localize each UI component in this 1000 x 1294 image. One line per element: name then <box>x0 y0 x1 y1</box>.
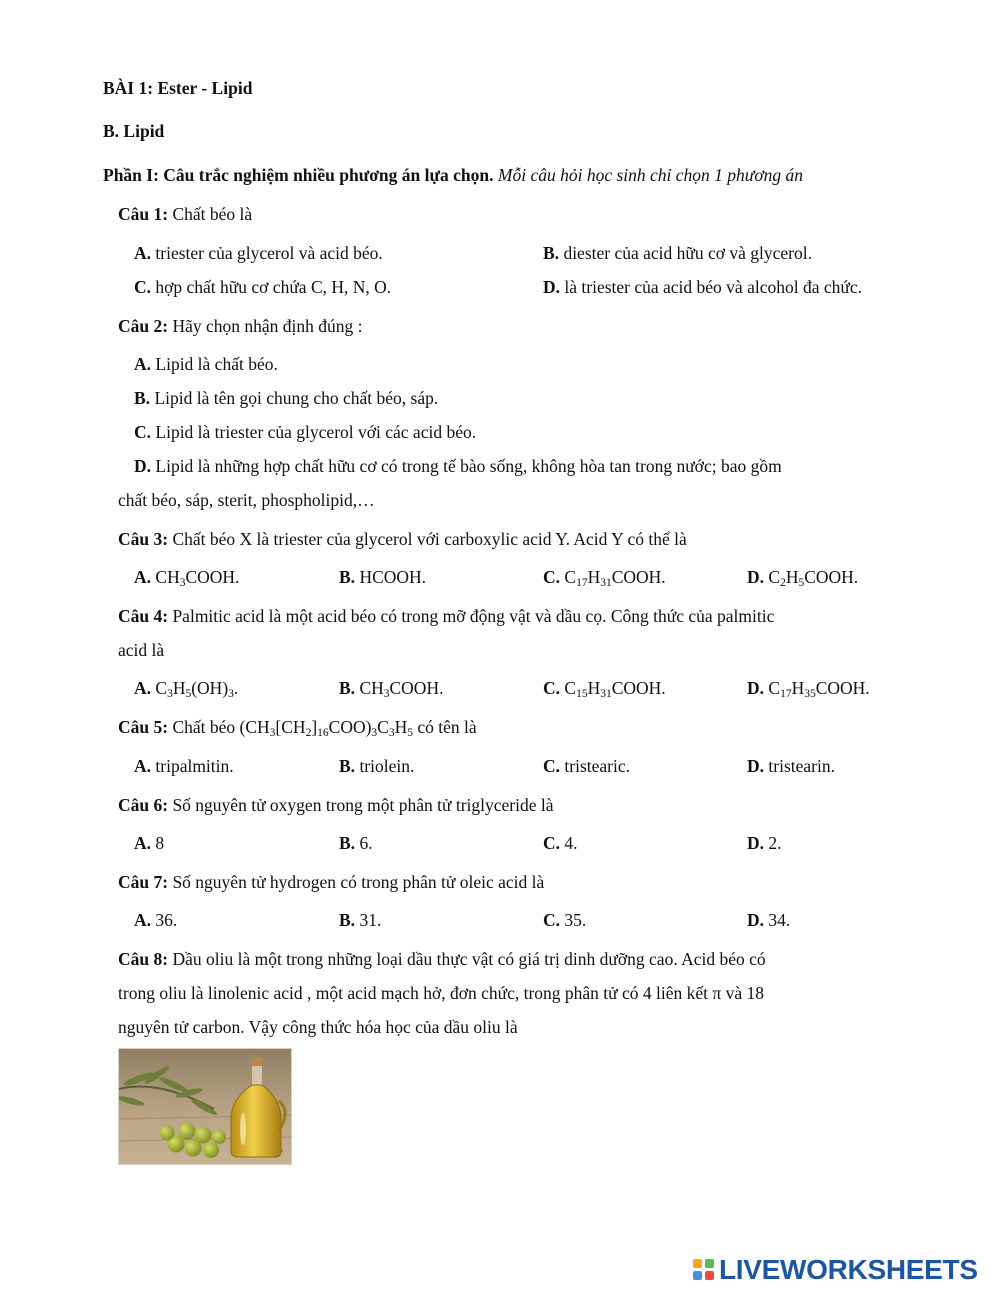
option-text: Lipid là triester của glycerol với các acid béo. <box>155 422 477 442</box>
option-text: triolein. <box>359 756 415 776</box>
question-6 <box>118 794 554 816</box>
option-text: 6. <box>359 833 373 853</box>
option-text: 8 <box>155 833 165 853</box>
option-key: C. <box>134 422 152 442</box>
option-key: A. <box>134 910 152 930</box>
q5-option-a[interactable] <box>134 755 234 777</box>
option-key: D. <box>134 456 152 476</box>
olive-oil-illustration <box>119 1049 291 1164</box>
q6-option-c[interactable] <box>543 832 578 854</box>
option-key: B. <box>339 910 356 930</box>
question-7 <box>118 871 544 893</box>
question-3 <box>118 528 687 550</box>
option-text: Lipid là tên gọi chung cho chất béo, sáp. <box>154 388 439 408</box>
question-8-line-2: trong oliu là linolenic acid , một acid mạch hở, đơn chức, trong phân tử có 4 liên kết π và 18 <box>118 983 765 1003</box>
q5-option-d[interactable] <box>747 755 835 777</box>
question-5 <box>118 716 477 738</box>
option-key: D. <box>747 678 765 698</box>
q2-option-d-continued: chất béo, sáp, sterit, phospholipid,… <box>118 490 375 510</box>
question-4 <box>118 605 774 627</box>
option-key: C. <box>543 833 561 853</box>
option-key: D. <box>747 833 765 853</box>
formula: $CH_3COOH$. <box>155 567 240 589</box>
question-8-line-3: nguyên tử carbon. Vậy công thức hóa học của dầu oliu là <box>118 1017 518 1037</box>
olive-oil-photo <box>118 1048 292 1165</box>
formula: $C_2H_5COOH$. <box>768 567 859 589</box>
option-key: A. <box>134 678 152 698</box>
option-text: 35. <box>564 910 587 930</box>
option-key: B. <box>543 243 560 263</box>
option-key: A. <box>134 756 152 776</box>
lesson-title <box>103 77 252 99</box>
q1-option-d[interactable] <box>543 276 862 298</box>
formula: $C_{17}H_{31}COOH$. <box>564 567 666 589</box>
option-text: tripalmitin. <box>155 756 234 776</box>
liveworksheets-logo-icon <box>693 1259 715 1281</box>
option-text: 31. <box>359 910 382 930</box>
option-key: C. <box>543 756 561 776</box>
question-4-continued: acid là <box>118 640 165 660</box>
q1-option-c[interactable] <box>134 276 391 298</box>
q4-option-a[interactable] <box>134 677 238 699</box>
q6-option-a[interactable] <box>134 832 164 854</box>
formula: $C_{17}H_{35}COOH$. <box>768 678 870 700</box>
q1-option-a[interactable] <box>134 242 383 264</box>
question-text: Hãy chọn nhận định đúng : <box>172 316 363 336</box>
formula: $CH_3COOH$. <box>359 678 444 700</box>
part-label: Phần I: Câu trắc nghiệm nhiều phương án lựa chọn. <box>103 165 494 185</box>
q3-option-a[interactable] <box>134 566 239 588</box>
q5-option-b[interactable] <box>339 755 414 777</box>
option-key: A. <box>134 567 152 587</box>
question-text: Dầu oliu là một trong những loại dầu thực vật có giá trị dinh dưỡng cao. Acid béo có <box>172 949 766 969</box>
option-key: D. <box>747 567 765 587</box>
option-text: tristearic. <box>564 756 630 776</box>
option-key: D. <box>543 277 561 297</box>
option-text: là triester của acid béo và alcohol đa chức. <box>564 277 862 297</box>
option-text: 36. <box>155 910 178 930</box>
question-label: Câu 3: <box>118 529 169 549</box>
option-key: D. <box>747 756 765 776</box>
question-label: Câu 2: <box>118 316 169 336</box>
q5-option-c[interactable] <box>543 755 630 777</box>
q7-option-b[interactable] <box>339 909 381 931</box>
option-text: diester của acid hữu cơ và glycerol. <box>563 243 813 263</box>
option-key: B. <box>339 678 356 698</box>
q3-option-d[interactable] <box>747 566 858 588</box>
option-key: B. <box>339 756 356 776</box>
question-label: Câu 1: <box>118 204 169 224</box>
part-heading <box>103 164 803 186</box>
option-text: Lipid là chất béo. <box>155 354 278 374</box>
question-1 <box>118 203 252 225</box>
option-text: HCOOH. <box>359 567 427 587</box>
option-text: 4. <box>564 833 578 853</box>
part-note: Mỗi câu hỏi học sinh chỉ chọn 1 phương án <box>497 165 804 185</box>
lesson-title-label: BÀI 1: <box>103 78 154 98</box>
option-key: B. <box>339 833 356 853</box>
question-label: Câu 7: <box>118 872 169 892</box>
formula: $C_3H_5(OH)_3$. <box>155 678 239 700</box>
option-key: A. <box>134 243 152 263</box>
option-text: triester của glycerol và acid béo. <box>155 243 383 263</box>
q2-option-d[interactable] <box>134 455 782 477</box>
liveworksheets-logo <box>693 1253 978 1287</box>
lesson-title-text: Ester - Lipid <box>157 78 253 98</box>
option-key: B. <box>339 567 356 587</box>
option-text: hợp chất hữu cơ chứa C, H, N, O. <box>155 277 392 297</box>
q7-option-a[interactable] <box>134 909 177 931</box>
option-key: D. <box>747 910 765 930</box>
option-text: Lipid là những hợp chất hữu cơ có trong tế bào sống, không hòa tan trong nước; bao gồm <box>155 456 782 476</box>
question-text: Số nguyên tử hydrogen có trong phân tử oleic acid là <box>172 872 545 892</box>
question-label: Câu 6: <box>118 795 169 815</box>
option-key: C. <box>543 567 561 587</box>
question-2 <box>118 315 363 337</box>
q7-option-c[interactable] <box>543 909 586 931</box>
q4-option-b[interactable] <box>339 677 443 699</box>
question-label: Câu 8: <box>118 949 169 969</box>
q2-option-a[interactable] <box>134 353 278 375</box>
question-label: Câu 4: <box>118 606 169 626</box>
q7-option-d[interactable] <box>747 909 790 931</box>
option-key: B. <box>134 388 151 408</box>
option-key: C. <box>134 277 152 297</box>
q4-option-d[interactable] <box>747 677 870 699</box>
q6-option-d[interactable] <box>747 832 782 854</box>
q1-option-b[interactable] <box>543 242 812 264</box>
liveworksheets-logo-text: LIVEWORKSHEETS <box>719 1254 978 1285</box>
option-key: C. <box>543 678 561 698</box>
question-text: Palmitic acid là một acid béo có trong mỡ động vật và dầu cọ. Công thức của palmitic <box>172 606 775 626</box>
question-label: Câu 5: <box>118 717 169 737</box>
option-key: A. <box>134 833 152 853</box>
question-text: Số nguyên tử oxygen trong một phân tử triglyceride là <box>172 795 554 815</box>
option-key: A. <box>134 354 152 374</box>
q2-option-b[interactable] <box>134 387 438 409</box>
option-key: C. <box>543 910 561 930</box>
formula: $C_{15}H_{31}COOH$. <box>564 678 666 700</box>
q6-option-b[interactable] <box>339 832 373 854</box>
question-8 <box>118 948 766 970</box>
question-text: Chất béo $(CH_3[CH_2]_{16}COO)_3C_3H_5$ có tên là <box>172 717 477 739</box>
question-text: Chất béo X là triester của glycerol với carboxylic acid Y. Acid Y có thể là <box>172 529 687 549</box>
question-text: Chất béo là <box>172 204 253 224</box>
section-title: B. Lipid <box>103 121 165 141</box>
q2-option-c[interactable] <box>134 421 476 443</box>
q3-option-c[interactable] <box>543 566 666 588</box>
option-text: 34. <box>768 910 791 930</box>
q3-option-b[interactable] <box>339 566 426 588</box>
q4-option-c[interactable] <box>543 677 666 699</box>
option-text: tristearin. <box>768 756 835 776</box>
option-text: 2. <box>768 833 782 853</box>
